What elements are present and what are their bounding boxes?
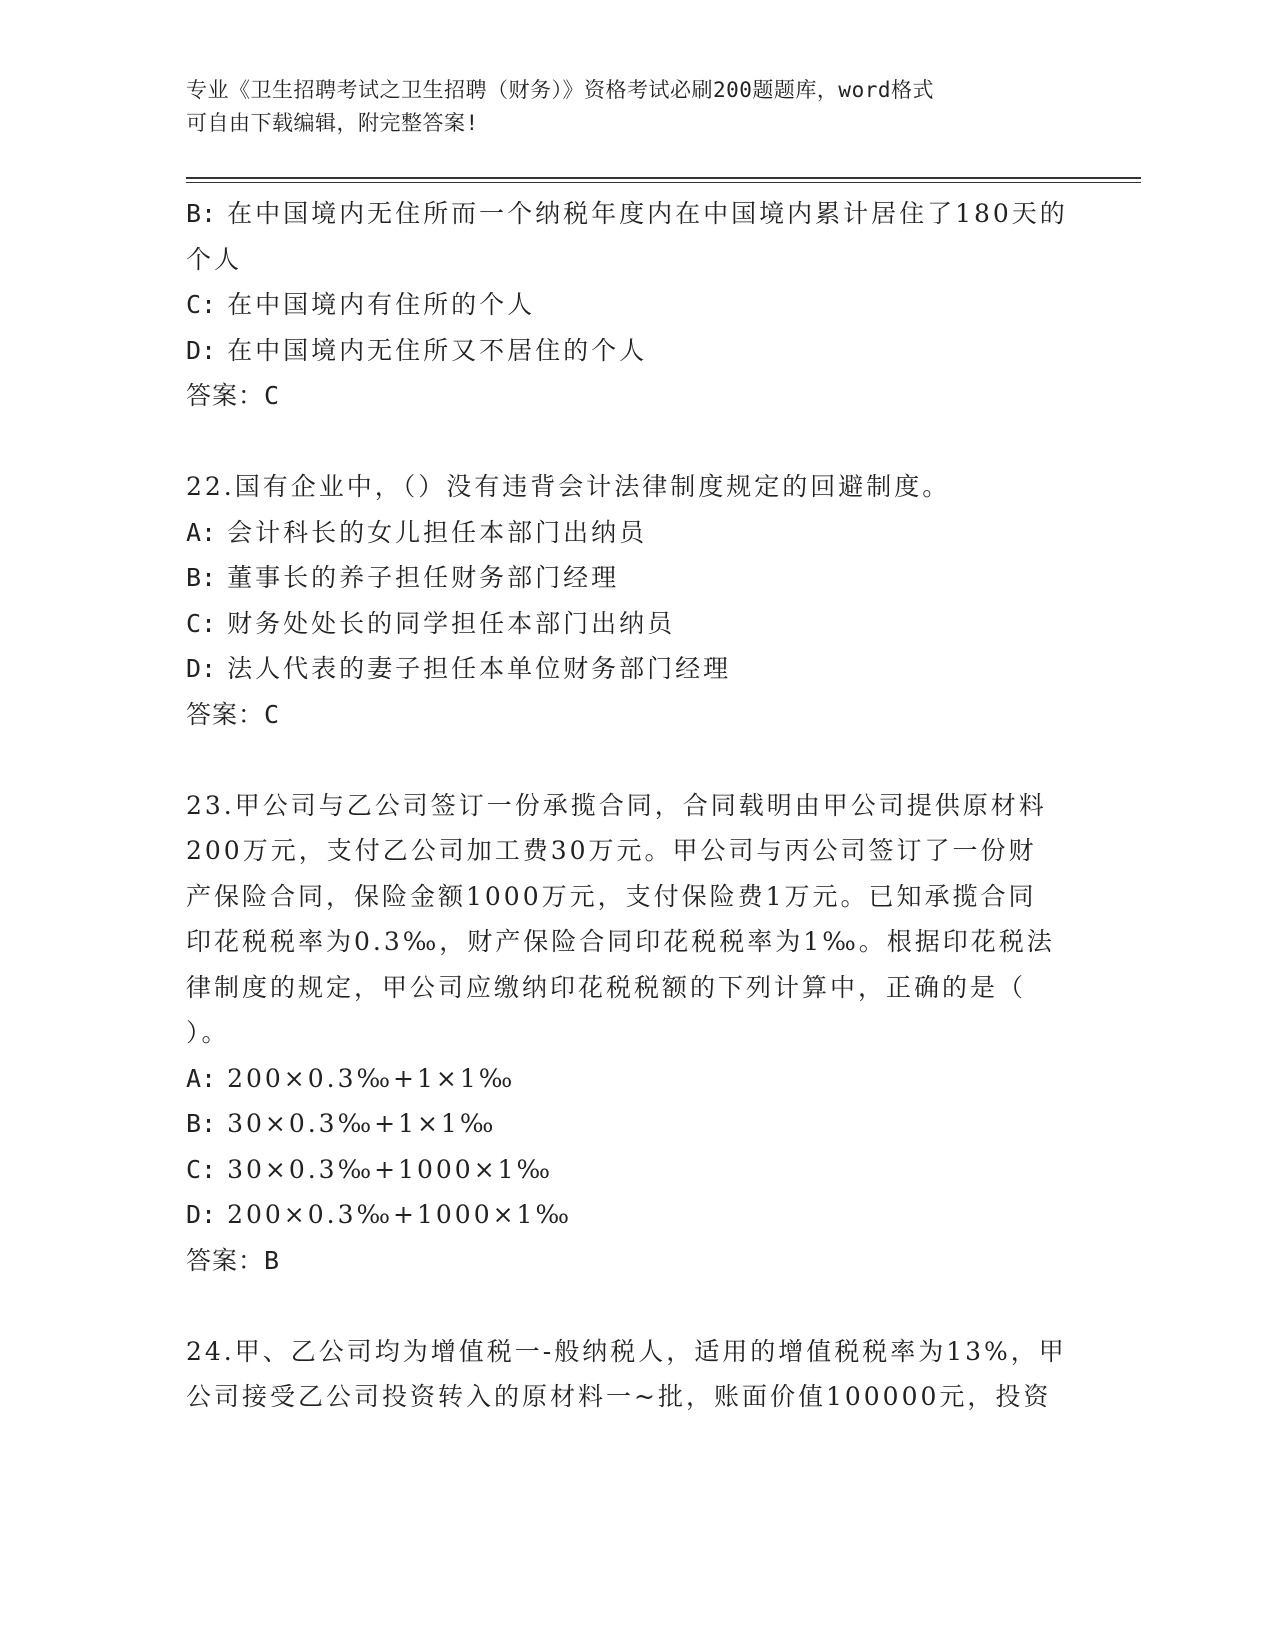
answer-line: 答案：C [186, 699, 281, 729]
spacer [186, 419, 1076, 465]
header-divider-thin [186, 182, 1141, 183]
question-stem-line: 律制度的规定，甲公司应缴纳印花税税额的下列计算中，正确的是（ [186, 972, 1027, 1002]
question-stem-line: 公司接受乙公司投资转入的原材料一~批，账面价值100000元，投资 [186, 1382, 1052, 1411]
option-b: B: 董事长的养子担任财务部门经理 [186, 563, 620, 592]
answer-line: 答案：B [186, 1245, 281, 1275]
option-c: C: 财务处处长的同学担任本部门出纳员 [186, 608, 676, 638]
question-stem: 22.国有企业中，（）没有违背会计法律制度规定的回避制度。 [186, 472, 951, 501]
question-stem-line: 产保险合同，保险金额1000万元，支付保险费1万元。已知承揽合同 [186, 881, 1037, 911]
option-b: B: 在中国境内无住所而一个纳税年度内在中国境内累计居住了180天的个人 [186, 199, 1068, 274]
option-d: D: 法人代表的妻子担任本单位财务部门经理 [186, 654, 732, 683]
answer-line: 答案：C [186, 381, 281, 410]
spacer [186, 737, 1076, 783]
option-d: D: 200×0.3‰+1000×1‰ [186, 1200, 572, 1229]
header-line-1: 专业《卫生招聘考试之卫生招聘（财务）》资格考试必刷200题题库，word格式 [186, 78, 934, 102]
question-stem-line: ）。 [186, 1018, 230, 1047]
question-stem-line: 23.甲公司与乙公司签订一份承揽合同，合同载明由甲公司提供原材料 [186, 790, 1047, 820]
question-24 [186, 1329, 1076, 1420]
question-22 [186, 464, 1076, 737]
header-line-2: 可自由下载编辑，附完整答案! [186, 111, 479, 135]
question-21-continuation [186, 191, 1076, 419]
option-b: B: 30×0.3‰+1×1‰ [186, 1109, 497, 1138]
spacer [186, 1283, 1076, 1329]
header-divider-thick [186, 177, 1141, 179]
document-header [186, 74, 1076, 140]
option-c: C: 在中国境内有住所的个人 [186, 290, 536, 319]
question-stem-line: 印花税税率为0.3‰，财产保险合同印花税税率为1‰。根据印花税法 [186, 927, 1055, 956]
option-c: C: 30×0.3‰+1000×1‰ [186, 1154, 554, 1184]
option-a: A: 200×0.3‰+1×1‰ [186, 1063, 516, 1093]
option-d: D: 在中国境内无住所又不居住的个人 [186, 335, 648, 365]
question-stem-line: 24.甲、乙公司均为增值税一-般纳税人，适用的增值税税率为13%，甲 [186, 1336, 1067, 1366]
option-a: A: 会计科长的女儿担任本部门出纳员 [186, 517, 648, 547]
question-23 [186, 783, 1076, 1284]
document-body [186, 191, 1076, 1420]
question-stem-line: 200万元，支付乙公司加工费30万元。甲公司与丙公司签订了一份财 [186, 836, 1037, 865]
